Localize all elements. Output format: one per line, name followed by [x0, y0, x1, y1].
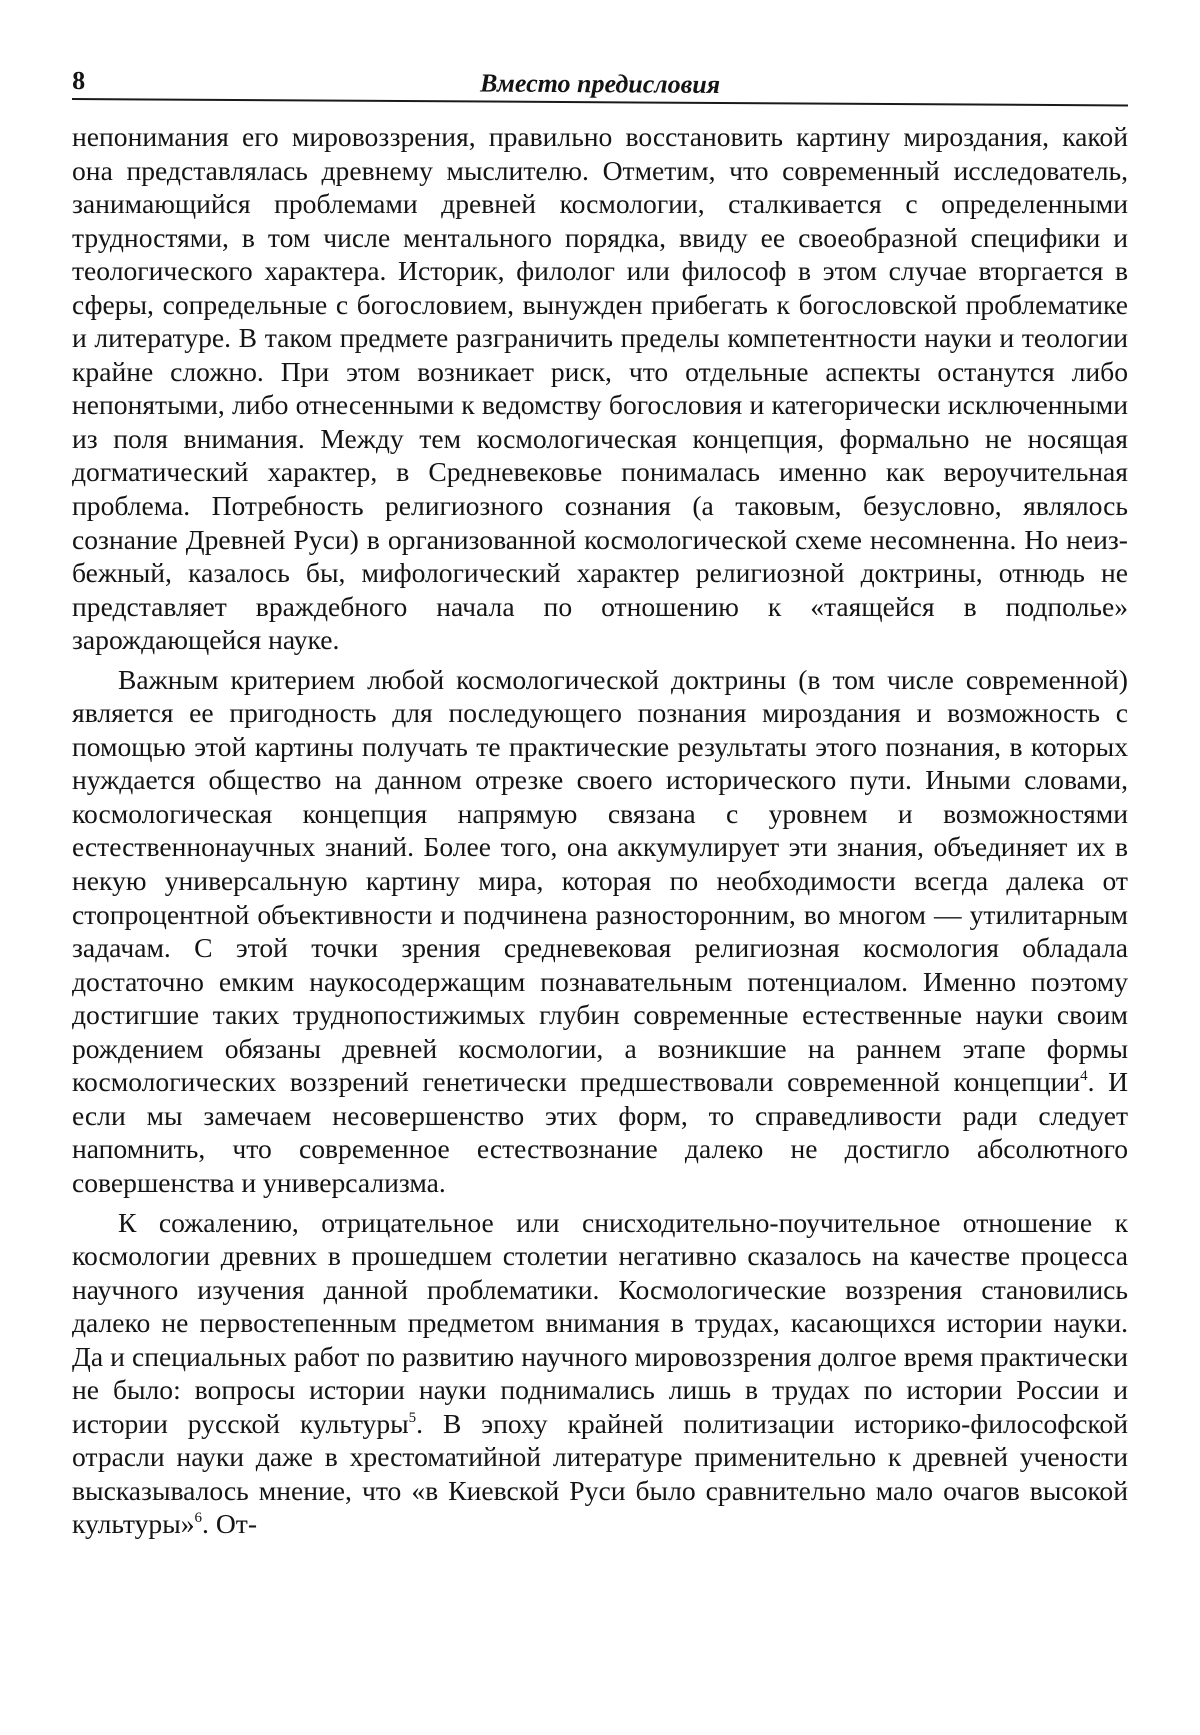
paragraph-2 — [72, 663, 1128, 1200]
running-head — [72, 58, 1128, 106]
section-title: Вместо предисловия — [480, 68, 721, 99]
footnote-ref-4: 4 — [1080, 1068, 1088, 1085]
paragraph-1: непонимания его мировоззрения, правильно восстановить картину мироздания, какой она представлялась древнему мыслителю. Отметим, что современный исследователь, занимающийся проблемами древней космологии, сталкивается с определенными трудностями, в том числе ментального порядка, ввиду ее своеобразной специфики и теологического характера. Историк, филолог или философ в этом случае вторгается в сферы, сопредельные с богословием, вынужден прибегать к богословской проблематике и литературе. В таком предмете разграничить пределы компетентности науки и теологии крайне сложно. При этом возникает риск, что отдельные аспекты останутся либо непонятыми, либо отнесенными к ведомству богословия и категорически исключенными из поля внимания. Между тем космологическая концепция, формально не носящая догматический характер, в Средневековье понималась именно как вероучительная проблема. Потребность религиозного сознания (а таковым, безусловно, являлось сознание Древней Руси) в организованной космологической схеме несомненна. Но неизбежный, казалось бы, мифологический характер религиозной доктрины, отнюдь не представляет враждебного начала по отношению к «таящейся в подполье» зарождающейся науке. — [72, 121, 1128, 656]
book-page — [72, 58, 1128, 1541]
paragraph-3-text-part-3: . От- — [202, 1508, 258, 1540]
paragraph-3-text-part-2: . В эпоху крайней политизации историко-философской отрасли науки даже в хрестоматийной литературе применительно к древней учености высказывалось мнение, что «в Киевской Руси было сравнительно мало очагов высокой культуры» — [72, 1407, 1128, 1540]
footnote-ref-6: 6 — [194, 1510, 203, 1527]
page-number: 8 — [72, 66, 86, 96]
paragraph-3-text-part-1: К сожалению, отрицательное или снисходительно-поучительное отношение к космологии древних в прошедшем столетии негативно сказалось на качестве процесса научного изучения данной проблематики. Космологические воззрения становились далеко не первостепенным предметом внимания в трудах, касающихся истории науки. Да и специальных работ по развитию научного мировоззрения долгое время практически не было: вопросы истории науки поднимались лишь в трудах по истории России и истории русской культуры — [72, 1206, 1128, 1439]
footnote-ref-5: 5 — [408, 1409, 417, 1426]
paragraph-2-text-after-note: . И если мы замечаем несовершенство этих форм, то справедливости ради следует напомнить, что современное естествознание далеко не достигло абсолютного совершенства и универсализма. — [72, 1066, 1128, 1198]
paragraph-2-text-before-note: Важным критерием любой космологической доктрины (в том числе современной) является ее пригодность для последующего познания мироздания и возможность с помощью этой картины получать те практические результаты этого познания, в которых нуждается общество на данном отрезке своего исторического пути. Иными словами, космологическая концепция напрямую связана с уровнем и возможностями естественнонаучных знаний. Более того, она аккумулирует эти знания, объединяет их в некую универсальную картину мира, которая по необходимости всегда далека от стопроцентной объективности и подчинена разносторонним, во многом — утилитарным задачам. С этой точки зрения средневековая религиозная космология обладала достаточно емким наукосодержащим познавательным потенциалом. Именно поэтому достигшие таких труднопостижимых глубин современные естественные науки своим рождением обязаны древней космологии, а возникшие на раннем этапе формы космологических воззрений генетически предшествовали современной концепции — [72, 663, 1128, 1098]
paragraph-3 — [72, 1206, 1128, 1541]
body-text — [72, 120, 1128, 1541]
